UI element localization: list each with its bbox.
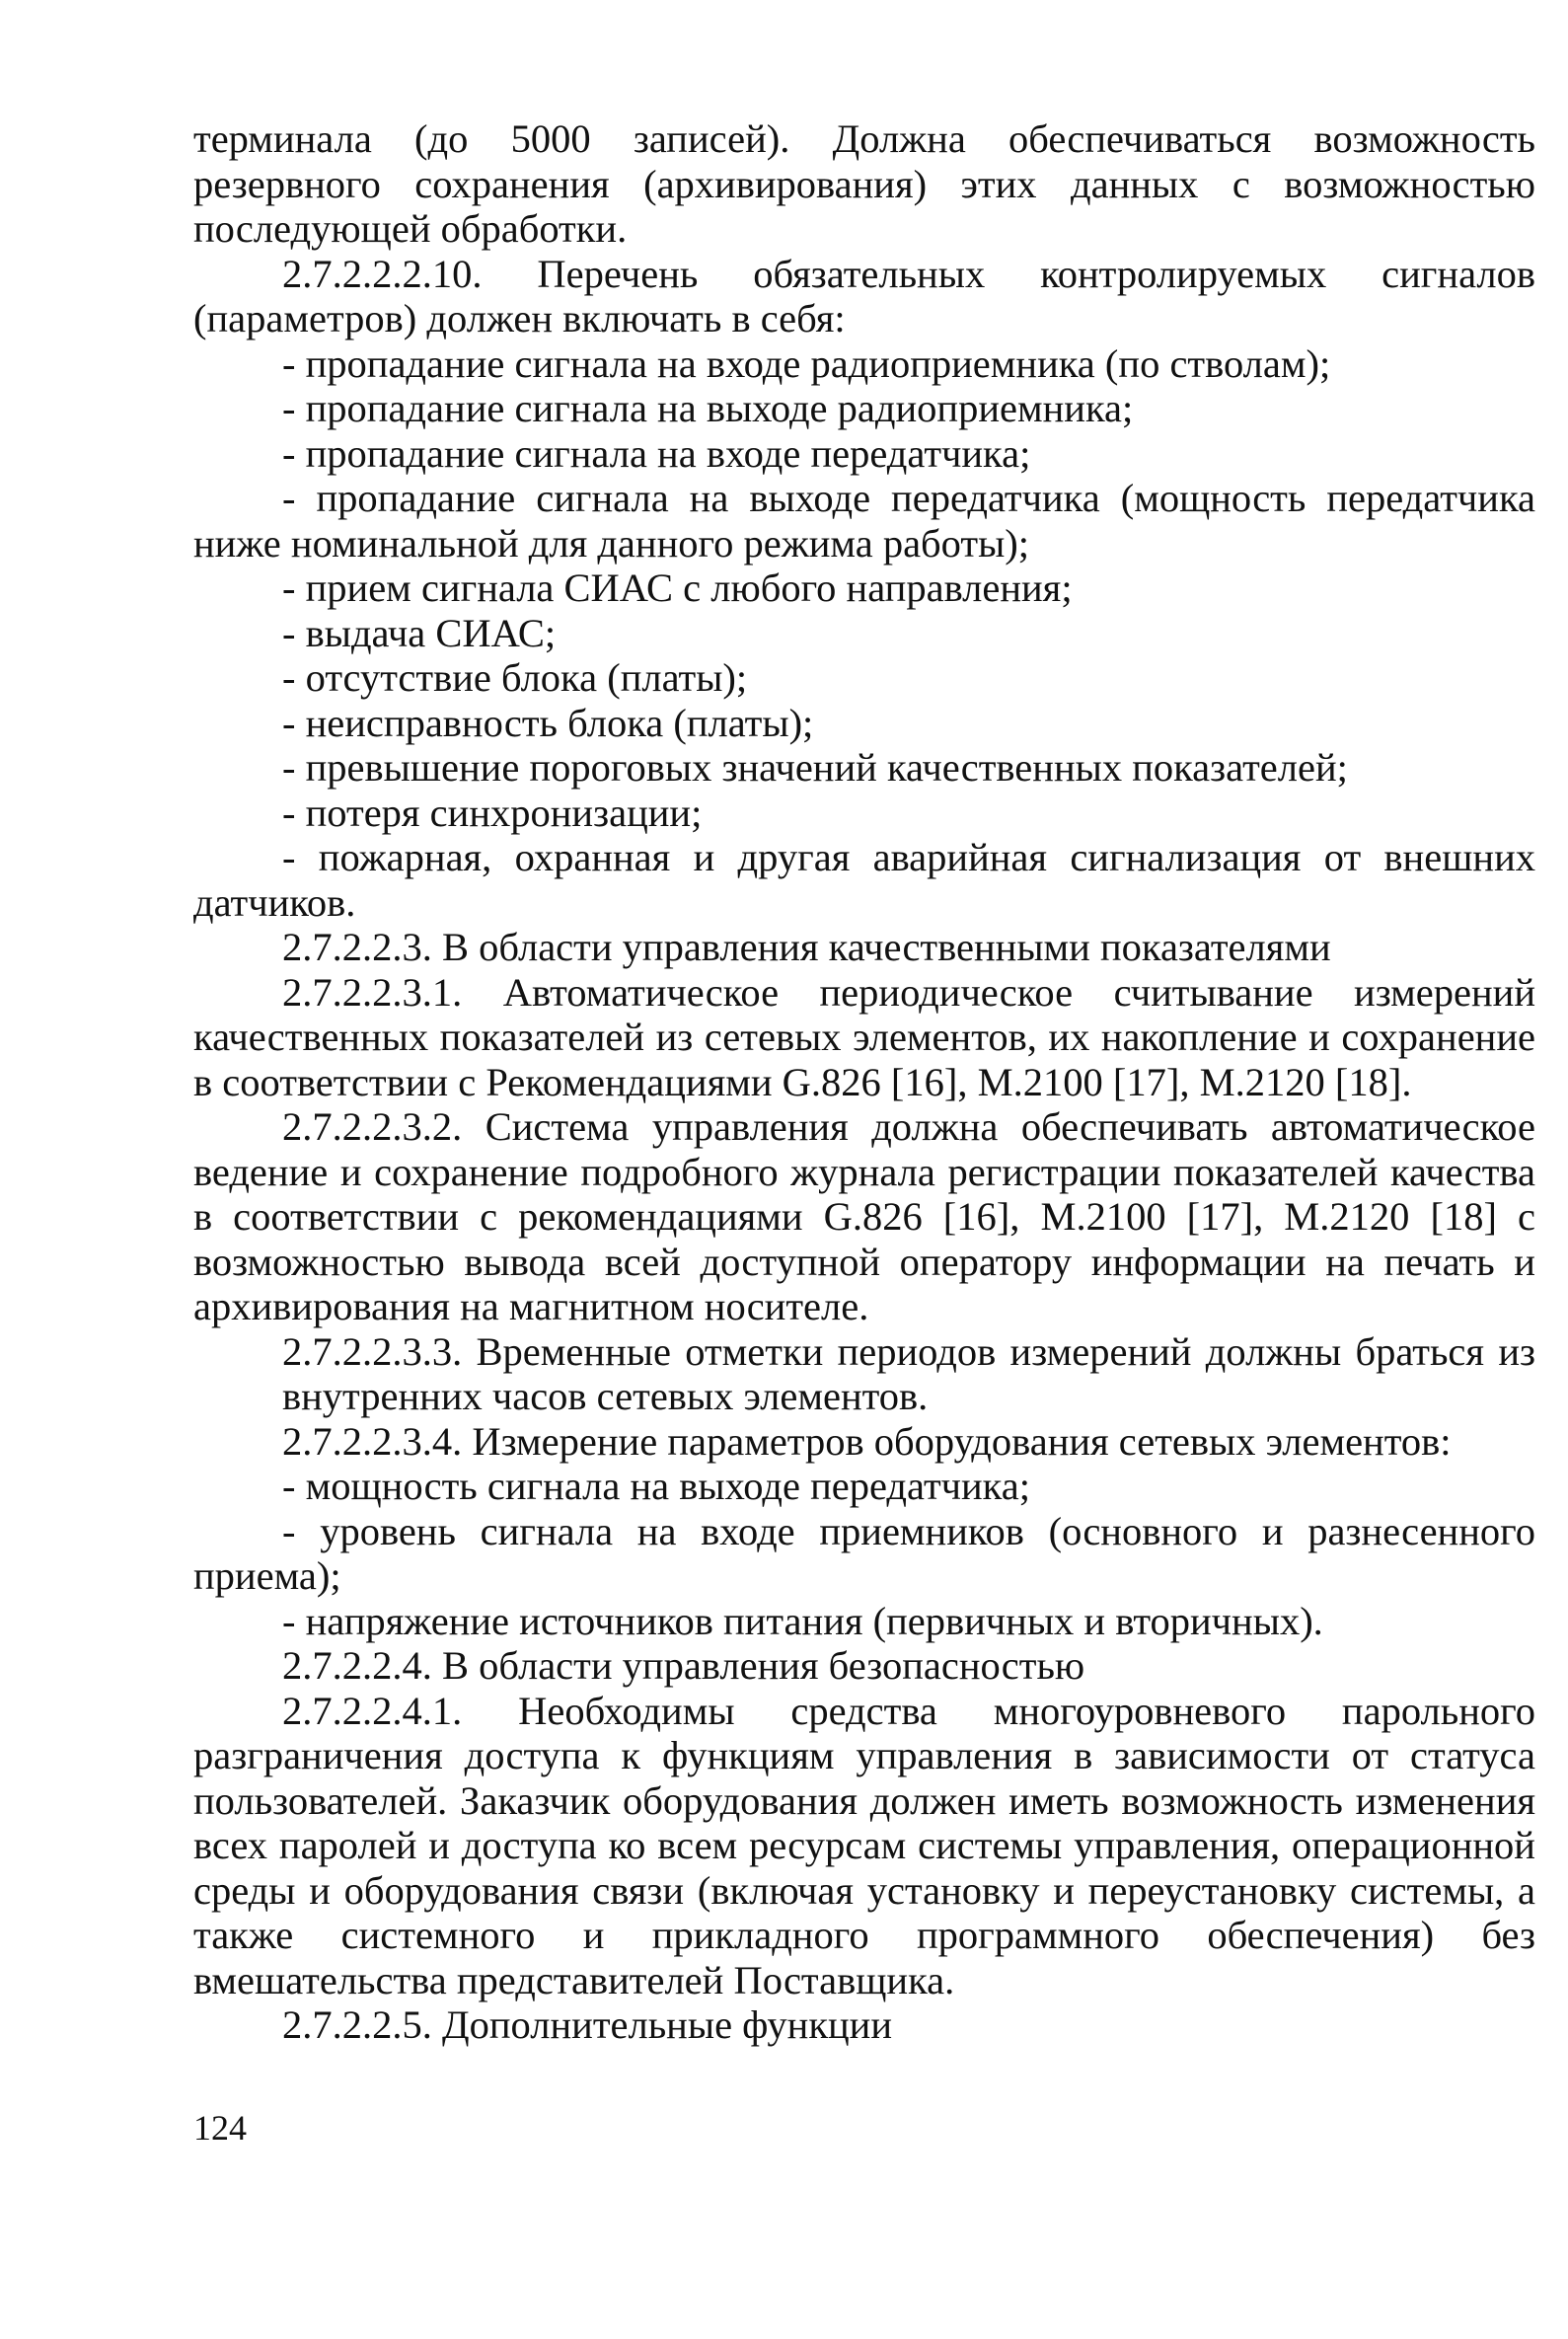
list-item: - выдача СИАС; (282, 610, 557, 655)
list-item: - пропадание сигнала на выходе радиоприемника; (282, 386, 1134, 430)
list-item: - напряжение источников питания (первичных и вторичных). (282, 1598, 1323, 1643)
list-item: - потеря синхронизации; (282, 790, 703, 835)
paragraph-2-7-2-2-3-1: 2.7.2.2.3.1. Автоматическое периодическое считывание измерений качественных показателей из сетевых элементов, их накопление и сохранение в соответствии с Рекомендациями G.826 [16], M.2100 [17], M.2120 [18]. (193, 969, 1535, 1104)
list-item: - пропадание сигнала на входе передатчика; (282, 430, 1031, 476)
paragraph-2-7-2-2-3-3: 2.7.2.2.3.3. Временные отметки периодов измерений должны браться из внутренних часов сетевых элементов. (282, 1328, 1535, 1418)
section-heading-2-7-2-2-4: 2.7.2.2.4. В области управления безопасностью (282, 1643, 1085, 1688)
paragraph-continuation: терминала (до 5000 записей). Должна обеспечиваться возможность резервного сохранения (архивирования) этих данных с возможностью последующей обработки. (193, 116, 1535, 251)
paragraph-2-7-2-2-4-1: 2.7.2.2.4.1. Необходимы средства многоуровневого парольного разграничения доступа к функциям управления в зависимости от статуса пользователей. Заказчик оборудования должен иметь возможность изменения всех паролей и доступа ко всем ресурсам системы управления, операционной среды и оборудования связи (включая установку и переустановку системы, а также системного и прикладного программного обеспечения) без вмешательства представителей Поставщика. (193, 1688, 1535, 2002)
list-item: - прием сигнала СИАС с любого направления; (282, 566, 1073, 610)
paragraph-2-7-2-2-3-4: 2.7.2.2.3.4. Измерение параметров оборудования сетевых элементов: (282, 1418, 1452, 1464)
list-item: - отсутствие блока (платы); (282, 655, 748, 700)
page-number: 124 (193, 2108, 247, 2148)
list-item: - пожарная, охранная и другая аварийная сигнализация от внешних датчиков. (193, 835, 1535, 925)
list-item: - пропадание сигнала на выходе передатчика (мощность передатчика ниже номинальной для данного режима работы); (193, 476, 1535, 566)
list-item: - пропадание сигнала на входе радиоприемника (по стволам); (282, 340, 1331, 386)
list-item: - неисправность блока (платы); (282, 700, 814, 745)
list-item: - уровень сигнала на входе приемников (основного и разнесенного приема); (193, 1508, 1535, 1598)
list-item: - мощность сигнала на выходе передатчика; (282, 1464, 1030, 1508)
document-body (193, 116, 1535, 2048)
section-heading-2-7-2-2-3: 2.7.2.2.3. В области управления качественными показателями (282, 925, 1331, 969)
section-heading-2-7-2-2-5: 2.7.2.2.5. Дополнительные функции (282, 2002, 893, 2047)
paragraph-2-7-2-2-3-2: 2.7.2.2.3.2. Система управления должна обеспечивать автоматическое ведение и сохранение подробного журнала регистрации показателей качества в соответствии с рекомендациями G.826 [16], M.2100 [17], M.2120 [18] с возможностью вывода всей доступной оператору информации на печать и архивирования на магнитном носителе. (193, 1104, 1535, 1328)
list-item: - превышение пороговых значений качественных показателей; (282, 745, 1348, 790)
paragraph-2-7-2-2-2-10: 2.7.2.2.2.10. Перечень обязательных контролируемых сигналов (параметров) должен включать в себя: (193, 251, 1535, 340)
